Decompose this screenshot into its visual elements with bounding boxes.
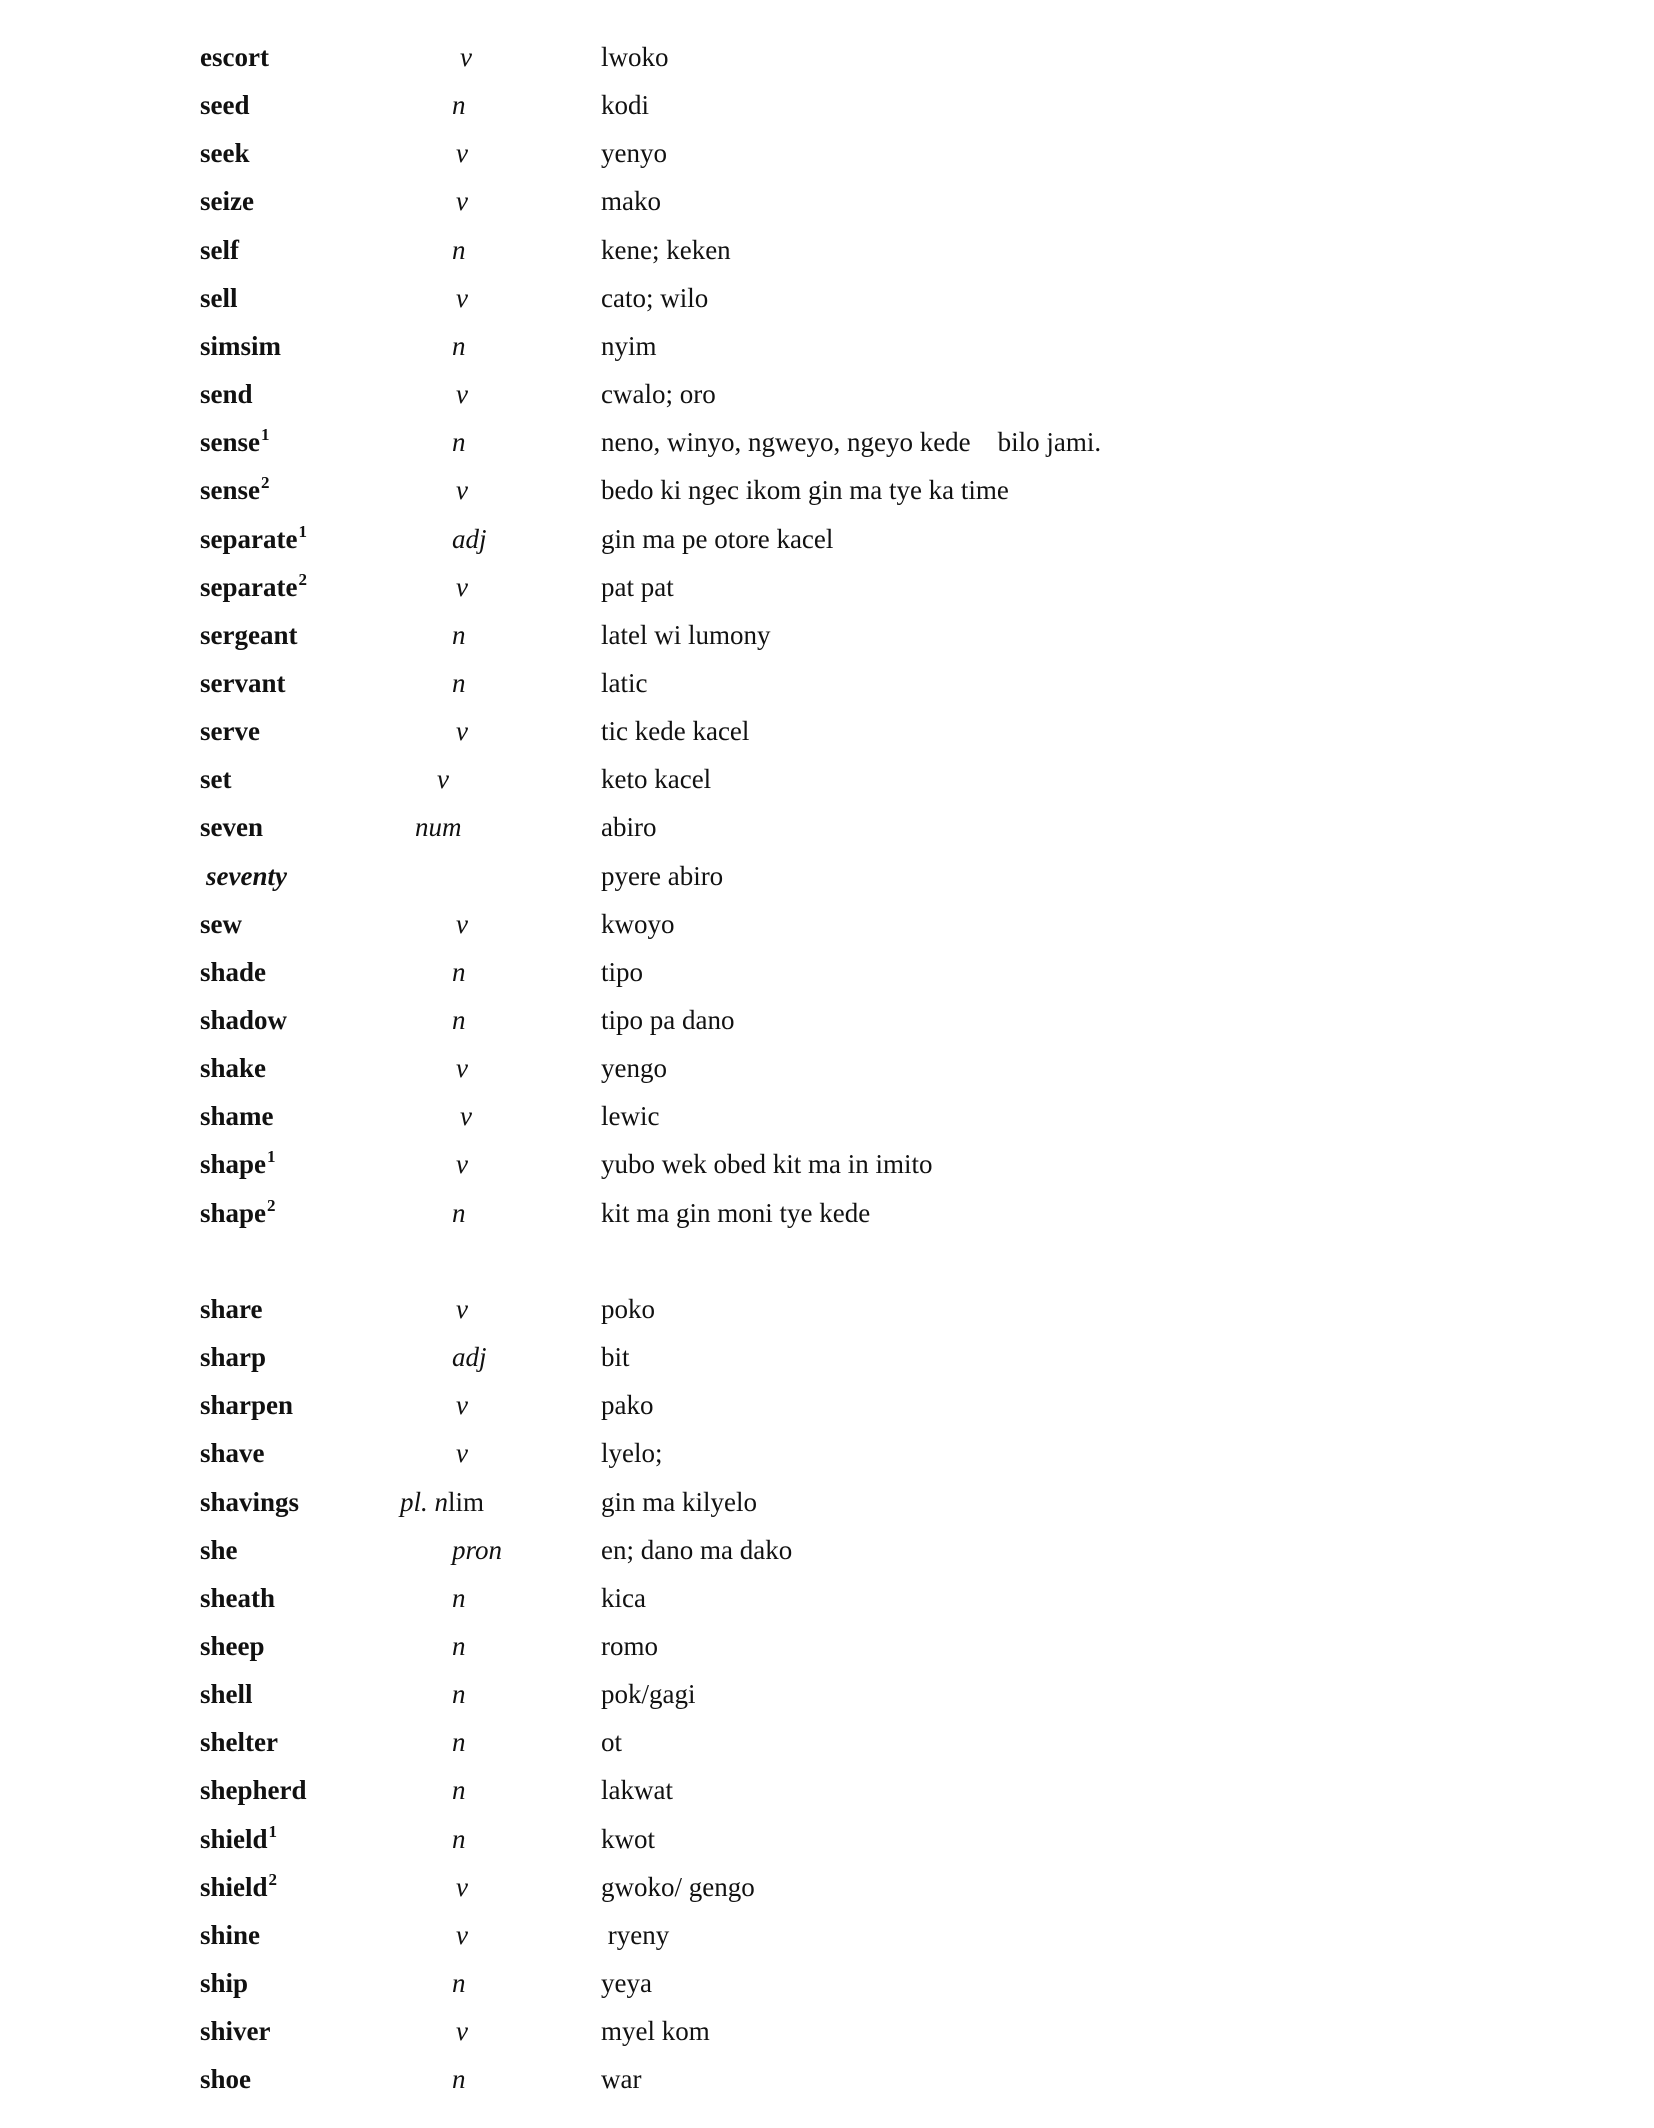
entry-translation: kwoyo: [601, 909, 675, 939]
entry-part-of-speech: n: [452, 620, 466, 650]
entry-translation: lakwat: [601, 1775, 673, 1805]
entry-translation: lwoko: [601, 42, 669, 72]
entry-headword: shavings: [200, 1487, 300, 1517]
entry-part-of-speech: n: [452, 235, 466, 265]
entry-translation: bit: [601, 1342, 630, 1372]
entry-headword: sheep: [200, 1631, 265, 1661]
entry-headword: seize: [200, 186, 254, 216]
entry-part-of-speech: n: [452, 1583, 466, 1613]
entry-headword: sense$^2$: [200, 473, 270, 505]
dictionary-entry: [0, 226, 1654, 274]
entry-part-of-speech: v: [456, 379, 468, 409]
dictionary-entry: [0, 1429, 1654, 1477]
entry-headword: simsim: [200, 331, 281, 361]
entry-part-of-speech: v: [456, 1872, 468, 1902]
entry-part-of-speech: n: [452, 1005, 466, 1035]
dictionary-entry: [0, 1189, 1654, 1237]
entry-headword: shelter: [200, 1727, 278, 1757]
entry-headword: sew: [200, 909, 242, 939]
entry-part-of-speech: v: [456, 138, 468, 168]
dictionary-entry: [0, 1766, 1654, 1814]
entry-translation: kene; keken: [601, 235, 731, 265]
dictionary-entry: [0, 563, 1654, 611]
entry-translation: gin ma pe otore kacel: [601, 524, 834, 554]
entry-headword: shepherd: [200, 1775, 307, 1805]
entry-headword: servant: [200, 668, 286, 698]
dictionary-entry: [0, 707, 1654, 755]
dictionary-entry: [0, 1959, 1654, 2007]
entry-translation: gin ma kilyelo: [601, 1487, 757, 1517]
dictionary-entry: [0, 1092, 1654, 1140]
entry-part-of-speech: n: [452, 1775, 466, 1805]
entry-translation: kwot: [601, 1824, 655, 1854]
dictionary-entry: [0, 1622, 1654, 1670]
entry-part-of-speech: v: [456, 186, 468, 216]
entry-translation: kica: [601, 1583, 646, 1613]
entry-translation: yengo: [601, 1053, 667, 1083]
dictionary-entry: [0, 33, 1654, 81]
sense-number: 1: [298, 522, 307, 541]
entry-part-of-speech: v: [456, 2016, 468, 2046]
sense-number: 2: [268, 1870, 278, 1889]
entry-headword: shave: [200, 1438, 265, 1468]
entry-translation: romo: [601, 1631, 658, 1661]
entry-translation: neno, winyo, ngweyo, ngeyo kede bilo jami.: [601, 427, 1102, 457]
entry-headword: shame: [200, 1101, 274, 1131]
entry-part-of-speech: n: [452, 1968, 466, 1998]
entry-part-of-speech: v: [456, 1149, 468, 1179]
entry-translation: pyere abiro: [601, 861, 724, 891]
entry-translation: tipo: [601, 957, 644, 987]
entry-part-of-speech: n: [452, 668, 466, 698]
entry-headword: serve: [200, 716, 260, 746]
entry-headword: shoe: [200, 2064, 252, 2094]
entry-headword: sharpen: [200, 1390, 294, 1420]
entry-translation: lyelo;: [601, 1438, 663, 1468]
dictionary-entry: [0, 274, 1654, 322]
entry-part-of-speech: n: [452, 957, 466, 987]
entry-part-of-speech: v: [456, 1920, 468, 1950]
entry-headword: ship: [200, 1968, 249, 1998]
entry-part-of-speech: n: [452, 1198, 466, 1228]
dictionary-entry: [0, 1478, 1654, 1526]
entry-headword: share: [200, 1294, 263, 1324]
entry-part-of-speech: v: [456, 475, 468, 505]
entry-translation: keto kacel: [601, 764, 712, 794]
entry-translation: cato; wilo: [601, 283, 709, 313]
entry-headword: shade: [200, 957, 267, 987]
entry-part-of-speech: n: [452, 427, 466, 457]
entry-translation: gwoko/ gengo: [601, 1872, 755, 1902]
entry-translation: kit ma gin moni tye kede: [601, 1198, 871, 1228]
entry-headword: sense$^1$: [200, 425, 270, 457]
dictionary-entry: [0, 418, 1654, 466]
entry-headword: seek: [200, 138, 250, 168]
entry-headword: seventy: [206, 861, 287, 891]
entry-part-of-speech: adj: [452, 524, 487, 554]
sense-number: 2: [267, 1196, 276, 1215]
entry-headword: sell: [200, 283, 238, 313]
sense-number: 1: [261, 425, 270, 444]
entry-translation: yeya: [601, 1968, 652, 1998]
dictionary-entry: [0, 81, 1654, 129]
dictionary-entry: [0, 1285, 1654, 1333]
dictionary-entry: [0, 129, 1654, 177]
entry-translation: tic kede kacel: [601, 716, 750, 746]
entry-translation: myel kom: [601, 2016, 710, 2046]
dictionary-entry: [0, 1815, 1654, 1863]
dictionary-entry: [0, 659, 1654, 707]
entry-translation: bedo ki ngec ikom gin ma tye ka time: [601, 475, 1009, 505]
entry-part-of-speech: n: [452, 1727, 466, 1757]
entry-translation: pat pat: [601, 572, 674, 602]
dictionary-entry: [0, 466, 1654, 514]
entry-part-of-speech: v: [456, 909, 468, 939]
entry-translation: poko: [601, 1294, 655, 1324]
entry-headword: she: [200, 1535, 238, 1565]
entry-part-of-speech: n: [452, 1679, 466, 1709]
entry-part-of-speech: v: [437, 764, 449, 794]
entry-part-of-speech: v: [456, 716, 468, 746]
entry-part-of-speech: v: [456, 283, 468, 313]
entry-part-of-speech: v: [456, 1438, 468, 1468]
entry-headword: separate$^1$: [200, 522, 307, 554]
entry-headword: shadow: [200, 1005, 288, 1035]
entry-translation: war: [601, 2064, 642, 2094]
entry-translation: kodi: [601, 90, 650, 120]
entry-headword: escort: [200, 42, 269, 72]
entry-part-of-speech: v: [460, 42, 472, 72]
entry-part-of-speech: num: [415, 812, 462, 842]
entry-part-of-speech: n: [452, 331, 466, 361]
entry-headword: shell: [200, 1679, 253, 1709]
dictionary-entry: [0, 370, 1654, 418]
dictionary-entry: [0, 177, 1654, 225]
sense-number: 1: [268, 1822, 278, 1841]
entry-translation: lewic: [601, 1101, 660, 1131]
entry-headword: separate$^2$: [200, 570, 307, 602]
dictionary-entry: [0, 900, 1654, 948]
dictionary-entry: [0, 1381, 1654, 1429]
entry-part-of-speech: n: [452, 90, 466, 120]
entry-translation: pako: [601, 1390, 654, 1420]
entry-translation: yenyo: [601, 138, 667, 168]
entry-translation: yubo wek obed kit ma in imito: [601, 1149, 933, 1179]
dictionary-entry: [0, 996, 1654, 1044]
entry-headword: shake: [200, 1053, 267, 1083]
entry-part-of-speech: v: [456, 1390, 468, 1420]
entry-translation: ryeny: [601, 1920, 670, 1950]
entry-headword: sergeant: [200, 620, 298, 650]
entry-translation: pok/gagi: [601, 1679, 696, 1709]
entry-headword: seven: [200, 812, 263, 842]
dictionary-entry: [0, 948, 1654, 996]
sense-number: 1: [267, 1147, 276, 1166]
dictionary-entry: [0, 803, 1654, 851]
dictionary-entry: [0, 1863, 1654, 1911]
entry-translation: abiro: [601, 812, 657, 842]
entry-headword: sheath: [200, 1583, 276, 1613]
dictionary-entry: [0, 1526, 1654, 1574]
entry-headword: shiver: [200, 2016, 271, 2046]
dictionary-entry: [0, 1333, 1654, 1381]
dictionary-entry: [0, 1574, 1654, 1622]
entry-translation: cwalo; oro: [601, 379, 716, 409]
sense-number: 2: [298, 570, 307, 589]
entry-headword: set: [200, 764, 232, 794]
entry-part-of-speech: n: [452, 2064, 466, 2094]
entry-translation: en; dano ma dako: [601, 1535, 793, 1565]
entry-translation: tipo pa dano: [601, 1005, 735, 1035]
entry-headword: shine: [200, 1920, 261, 1950]
entry-part-of-speech: n: [452, 1631, 466, 1661]
dictionary-entry: [0, 2055, 1654, 2103]
entry-part-of-speech: v: [456, 572, 468, 602]
entry-headword: shield$^2$: [200, 1870, 278, 1902]
entry-part-of-speech: pron: [452, 1535, 503, 1565]
entry-translation: latel wi lumony: [601, 620, 771, 650]
entry-translation: latic: [601, 668, 648, 698]
dictionary-entry: [0, 1911, 1654, 1959]
entry-part-of-speech: n: [452, 1824, 466, 1854]
dictionary-entry: [0, 852, 1654, 900]
entry-headword: send: [200, 379, 253, 409]
dictionary-entry: [0, 1718, 1654, 1766]
dictionary-entry: [0, 1044, 1654, 1092]
dictionary-entry: [0, 2007, 1654, 2055]
dictionary-entry: [0, 611, 1654, 659]
entry-part-of-speech: v: [456, 1053, 468, 1083]
entry-translation: mako: [601, 186, 661, 216]
entry-part-of-speech: pl. nlim: [400, 1487, 485, 1517]
dictionary-entry: [0, 1140, 1654, 1188]
dictionary-entry: [0, 515, 1654, 563]
entry-part-of-speech: v: [460, 1101, 472, 1131]
entry-headword: seed: [200, 90, 250, 120]
entry-translation: nyim: [601, 331, 657, 361]
entry-headword: shape$^1$: [200, 1147, 276, 1179]
entry-headword: self: [200, 235, 239, 265]
entry-part-of-speech: adj: [452, 1342, 487, 1372]
entry-translation: ot: [601, 1727, 623, 1757]
sense-number: 2: [261, 473, 270, 492]
dictionary-entry: [0, 1670, 1654, 1718]
entry-headword: sharp: [200, 1342, 267, 1372]
entry-headword: shield$^1$: [200, 1822, 278, 1854]
dictionary-entry: [0, 322, 1654, 370]
entry-part-of-speech: v: [456, 1294, 468, 1324]
entry-headword: shape$^2$: [200, 1196, 276, 1228]
dictionary-entry: [0, 755, 1654, 803]
